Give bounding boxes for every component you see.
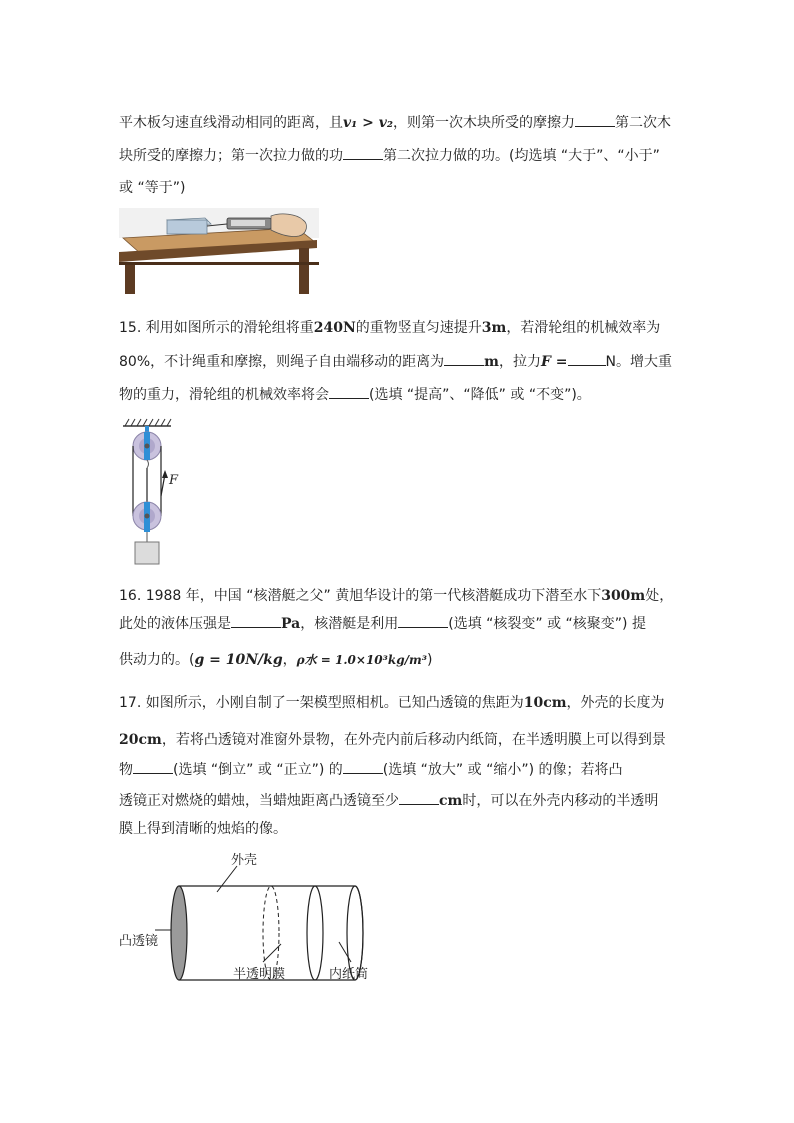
q15-text: 15. 利用如图所示的滑轮组将重 — [119, 320, 314, 336]
camera-figure — [119, 850, 389, 985]
q15-text: 的重物竖直匀速提升 — [355, 320, 482, 336]
q16-line3 — [119, 650, 432, 670]
q15-text: ，拉力 — [498, 354, 541, 370]
q17-text: 透镜正对燃烧的蜡烛，当蜡烛距离凸透镜至少 — [119, 793, 399, 809]
q15-text: (选填 “提高”、“降低” 或 “不变”)。 — [369, 387, 591, 403]
unit-pa: Pa — [281, 616, 301, 632]
q15-text: 80%，不计绳重和摩擦，则绳子自由端移动的距离为 — [119, 354, 445, 370]
weight-value: 240N — [313, 320, 356, 336]
unit-cm: cm — [439, 793, 463, 809]
velocity-relation: v₁ > v₂ — [343, 115, 394, 131]
q15-line2 — [119, 351, 672, 372]
force-symbol: F = — [540, 354, 568, 370]
q15-line3 — [119, 384, 591, 405]
q15-text: N。增大重 — [605, 354, 672, 370]
answer-blank[interactable] — [133, 759, 173, 774]
pulley-figure — [119, 416, 189, 568]
label-film: 半透明膜 — [233, 967, 286, 982]
q15-text: ，若滑轮组的机械效率为 — [506, 320, 661, 336]
q16-text: ，核潜艇是利用 — [300, 616, 399, 632]
q17-line4 — [119, 790, 658, 811]
q16-line1 — [119, 586, 673, 606]
q15-line1 — [119, 318, 660, 338]
q17-text: ，若将凸透镜对准窗外景物，在外壳内前后移动内纸筒，在半透明膜上可以得到景 — [161, 732, 666, 748]
q14-text: 第二次拉力做的功。(均选填 “大于”、“小于” — [383, 148, 660, 164]
q17-line1 — [119, 693, 665, 713]
answer-blank[interactable] — [568, 351, 606, 366]
q16-line2 — [119, 613, 646, 634]
q16-text: 处， — [645, 588, 674, 604]
height-value: 3m — [481, 320, 507, 336]
q16-text: 供动力的。( — [119, 652, 195, 668]
label-tube: 内纸筒 — [329, 967, 369, 982]
answer-blank[interactable] — [444, 351, 484, 366]
q16-text: (选填 “核裂变” 或 “核聚变”) 提 — [448, 616, 646, 632]
table-block-figure — [119, 208, 319, 296]
answer-blank[interactable] — [575, 112, 615, 127]
q14-line1 — [119, 112, 671, 133]
q17-text: 物 — [119, 762, 133, 778]
q17-line5 — [119, 819, 287, 839]
q16-text: ) — [426, 652, 433, 668]
q14-text: 块所受的摩擦力；第一次拉力做的功 — [119, 148, 343, 164]
density-constant: ρ水 = 1.0×10³kg/m³ — [296, 653, 427, 667]
q16-text: 此处的液体压强是 — [119, 616, 231, 632]
q17-text: 时，可以在外壳内移动的半透明 — [462, 793, 659, 809]
q17-text: (选填 “倒立” 或 “正立”) 的 — [173, 762, 343, 778]
answer-blank[interactable] — [398, 613, 448, 628]
q14-text: ，则第一次木块所受的摩擦力 — [393, 115, 576, 131]
q17-line2 — [119, 730, 666, 750]
focal-length: 10cm — [523, 695, 567, 711]
force-label: F — [169, 473, 179, 488]
q14-line3 — [119, 178, 185, 198]
g-constant: g = 10N/kg — [194, 652, 283, 668]
answer-blank[interactable] — [329, 384, 369, 399]
q17-line3 — [119, 759, 623, 780]
answer-blank[interactable] — [399, 790, 439, 805]
q15-text: 物的重力，滑轮组的机械效率将会 — [119, 387, 329, 403]
answer-blank[interactable] — [231, 613, 281, 628]
q14-line2 — [119, 145, 660, 166]
shell-length: 20cm — [119, 732, 162, 748]
answer-blank[interactable] — [343, 759, 383, 774]
label-shell: 外壳 — [231, 853, 258, 868]
comma: ， — [282, 652, 297, 668]
depth-value: 300m — [601, 588, 646, 604]
q14-text: 第二次木 — [615, 115, 672, 131]
q17-text: 17. 如图所示，小刚自制了一架模型照相机。已知凸透镜的焦距为 — [119, 695, 524, 711]
q16-text: 16. 1988 年，中国 “核潜艇之父” 黄旭华设计的第一代核潜艇成功下潜至水下 — [119, 588, 602, 604]
q17-text: (选填 “放大” 或 “缩小”) 的像；若将凸 — [382, 762, 623, 778]
q14-text: 平木板匀速直线滑动相同的距离，且 — [119, 115, 343, 131]
unit-m: m — [484, 354, 499, 370]
label-lens: 凸透镜 — [119, 934, 159, 949]
q17-text: 膜上得到清晰的烛焰的像。 — [119, 821, 287, 837]
answer-blank[interactable] — [343, 145, 383, 160]
q14-text: 或 “等于”) — [119, 180, 186, 196]
q17-text: ，外壳的长度为 — [566, 695, 665, 711]
